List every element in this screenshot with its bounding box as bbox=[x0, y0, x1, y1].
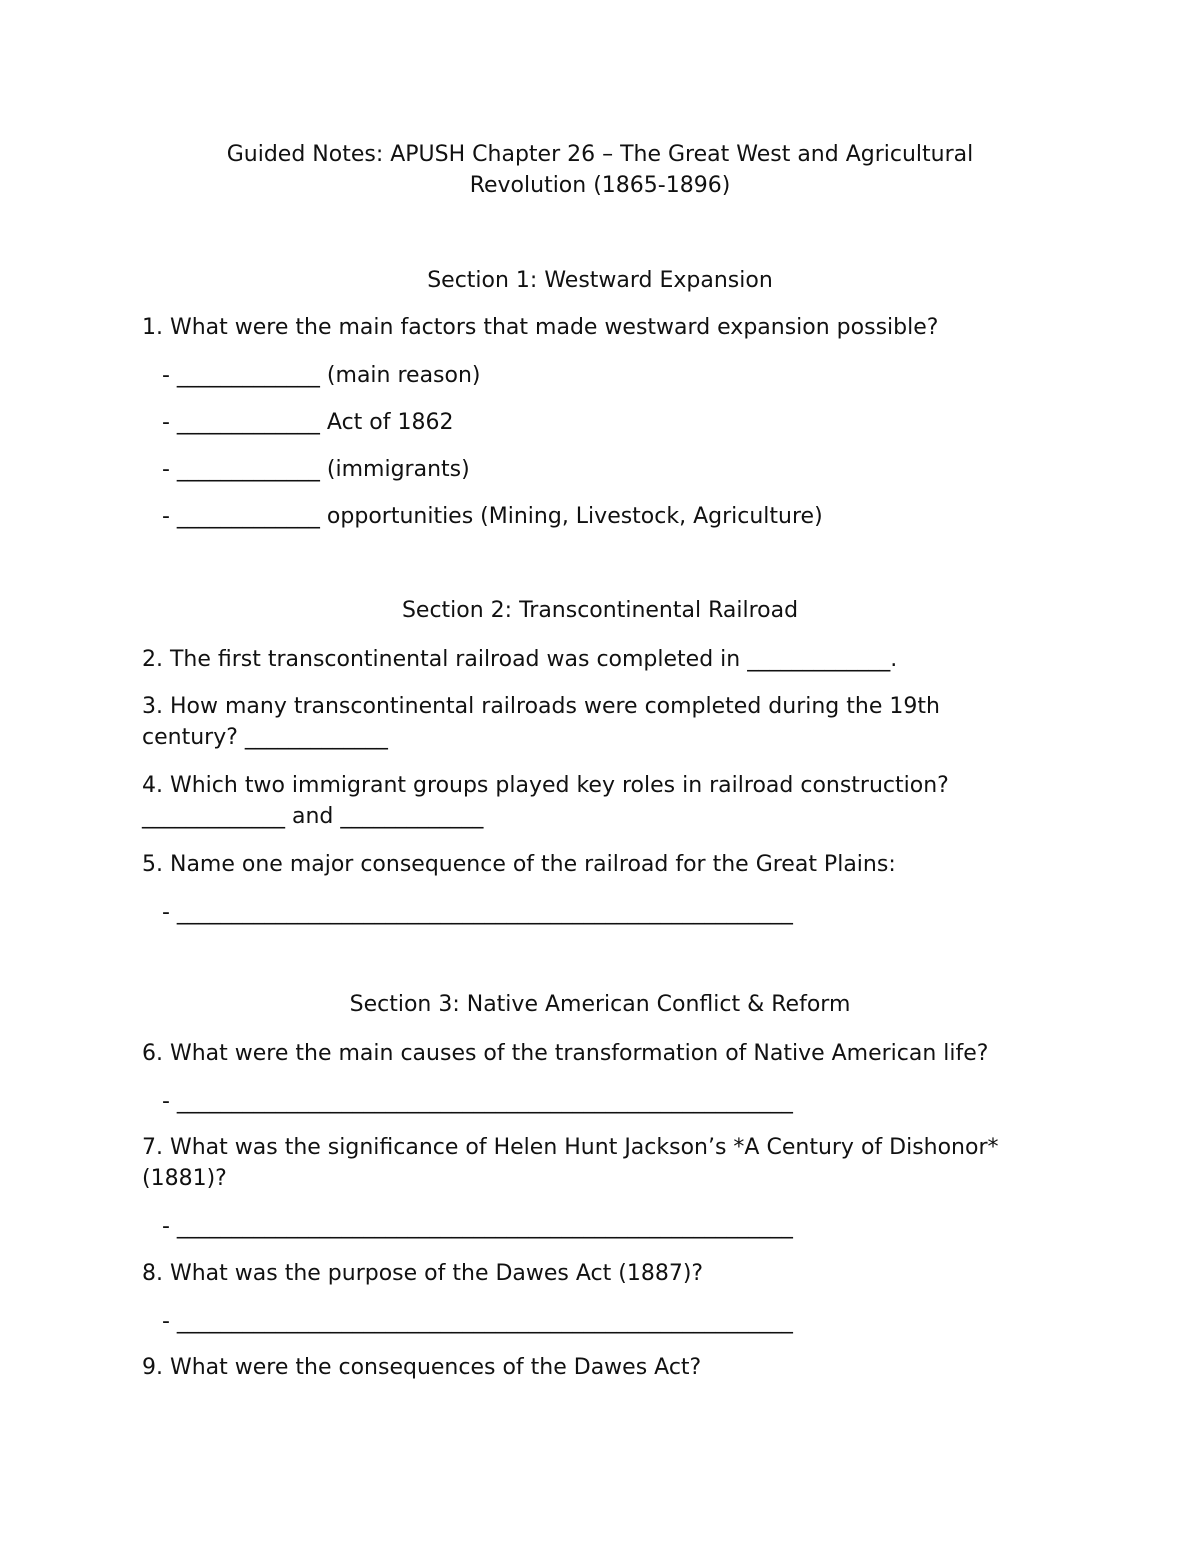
document-title-line-2: Revolution (1865-1896) bbox=[469, 173, 731, 198]
question-3-line-1: 3. How many transcontinental railroads were completed during the 19th bbox=[142, 694, 940, 719]
answer-line-5: - ________________________________________________________ bbox=[162, 900, 793, 925]
answer-line-8: - ________________________________________________________ bbox=[162, 1309, 793, 1334]
question-8: 8. What was the purpose of the Dawes Act (1887)? bbox=[142, 1261, 704, 1286]
question-4-line-2: _____________ and _____________ bbox=[142, 804, 484, 829]
section-1-heading: Section 1: Westward Expansion bbox=[427, 268, 773, 293]
blank-bullet-1: - _____________ (main reason) bbox=[162, 363, 481, 388]
question-9: 9. What were the consequences of the Dawes Act? bbox=[142, 1355, 702, 1380]
question-6: 6. What were the main causes of the transformation of Native American life? bbox=[142, 1041, 989, 1066]
question-5: 5. Name one major consequence of the railroad for the Great Plains: bbox=[142, 852, 896, 877]
answer-line-7: - ________________________________________________________ bbox=[162, 1214, 793, 1239]
blank-bullet-3: - _____________ (immigrants) bbox=[162, 457, 470, 482]
question-7-line-1: 7. What was the significance of Helen Hunt Jackson’s *A Century of Dishonor* bbox=[142, 1135, 999, 1160]
question-4-line-1: 4. Which two immigrant groups played key roles in railroad construction? bbox=[142, 773, 949, 798]
question-2: 2. The first transcontinental railroad was completed in _____________. bbox=[142, 647, 898, 672]
question-1: 1. What were the main factors that made westward expansion possible? bbox=[142, 315, 939, 340]
answer-line-6: - ________________________________________________________ bbox=[162, 1089, 793, 1114]
section-2-heading: Section 2: Transcontinental Railroad bbox=[401, 598, 799, 623]
blank-bullet-4: - _____________ opportunities (Mining, Livestock, Agriculture) bbox=[162, 504, 823, 529]
question-3-line-2: century? _____________ bbox=[142, 725, 388, 750]
document-title-line-1: Guided Notes: APUSH Chapter 26 – The Great West and Agricultural bbox=[226, 142, 974, 167]
section-3-heading: Section 3: Native American Conflict & Reform bbox=[349, 992, 851, 1017]
question-7-line-2: (1881)? bbox=[142, 1166, 227, 1191]
blank-bullet-2: - _____________ Act of 1862 bbox=[162, 410, 454, 435]
